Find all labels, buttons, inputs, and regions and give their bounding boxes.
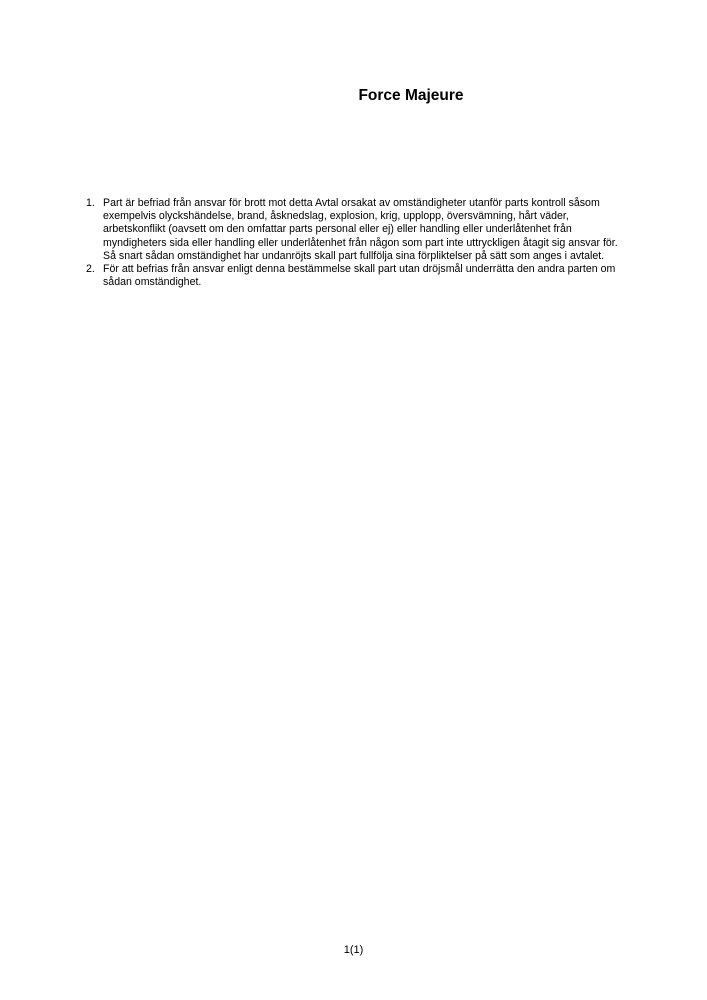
document-title: Force Majeure — [358, 87, 464, 104]
clause-item — [86, 197, 626, 263]
clause-text: För att befrias från ansvar enligt denna bestämmelse skall part utan dröjsmål underrätta den andra parten om sådan omständighet. — [103, 263, 616, 289]
clause-list — [86, 197, 626, 289]
clause-number: 2. — [86, 263, 95, 276]
clause-item — [86, 263, 626, 289]
clause-number: 1. — [86, 197, 95, 209]
page-number: 1(1) — [343, 944, 364, 956]
clause-text: Part är befriad från ansvar för brott mot detta Avtal orsakat av omständigheter utanför parts kontroll såsom exempelvis olyckshändelse, brand, åsknedslag, explosion, krig, upplopp, översvämning, hårt väder, arbetskonflikt (oavsett om den omfattar parts personal eller ej) eller handling eller underlåtenhet från myndigheters sida eller handling eller underlåtenhet från någon som part inte uttryckligen åtagit sig ansvar för. Så snart sådan omständighet har undanröjts skall part fullfölja sina förpliktelser på sätt som anges i avtalet. — [103, 197, 618, 262]
